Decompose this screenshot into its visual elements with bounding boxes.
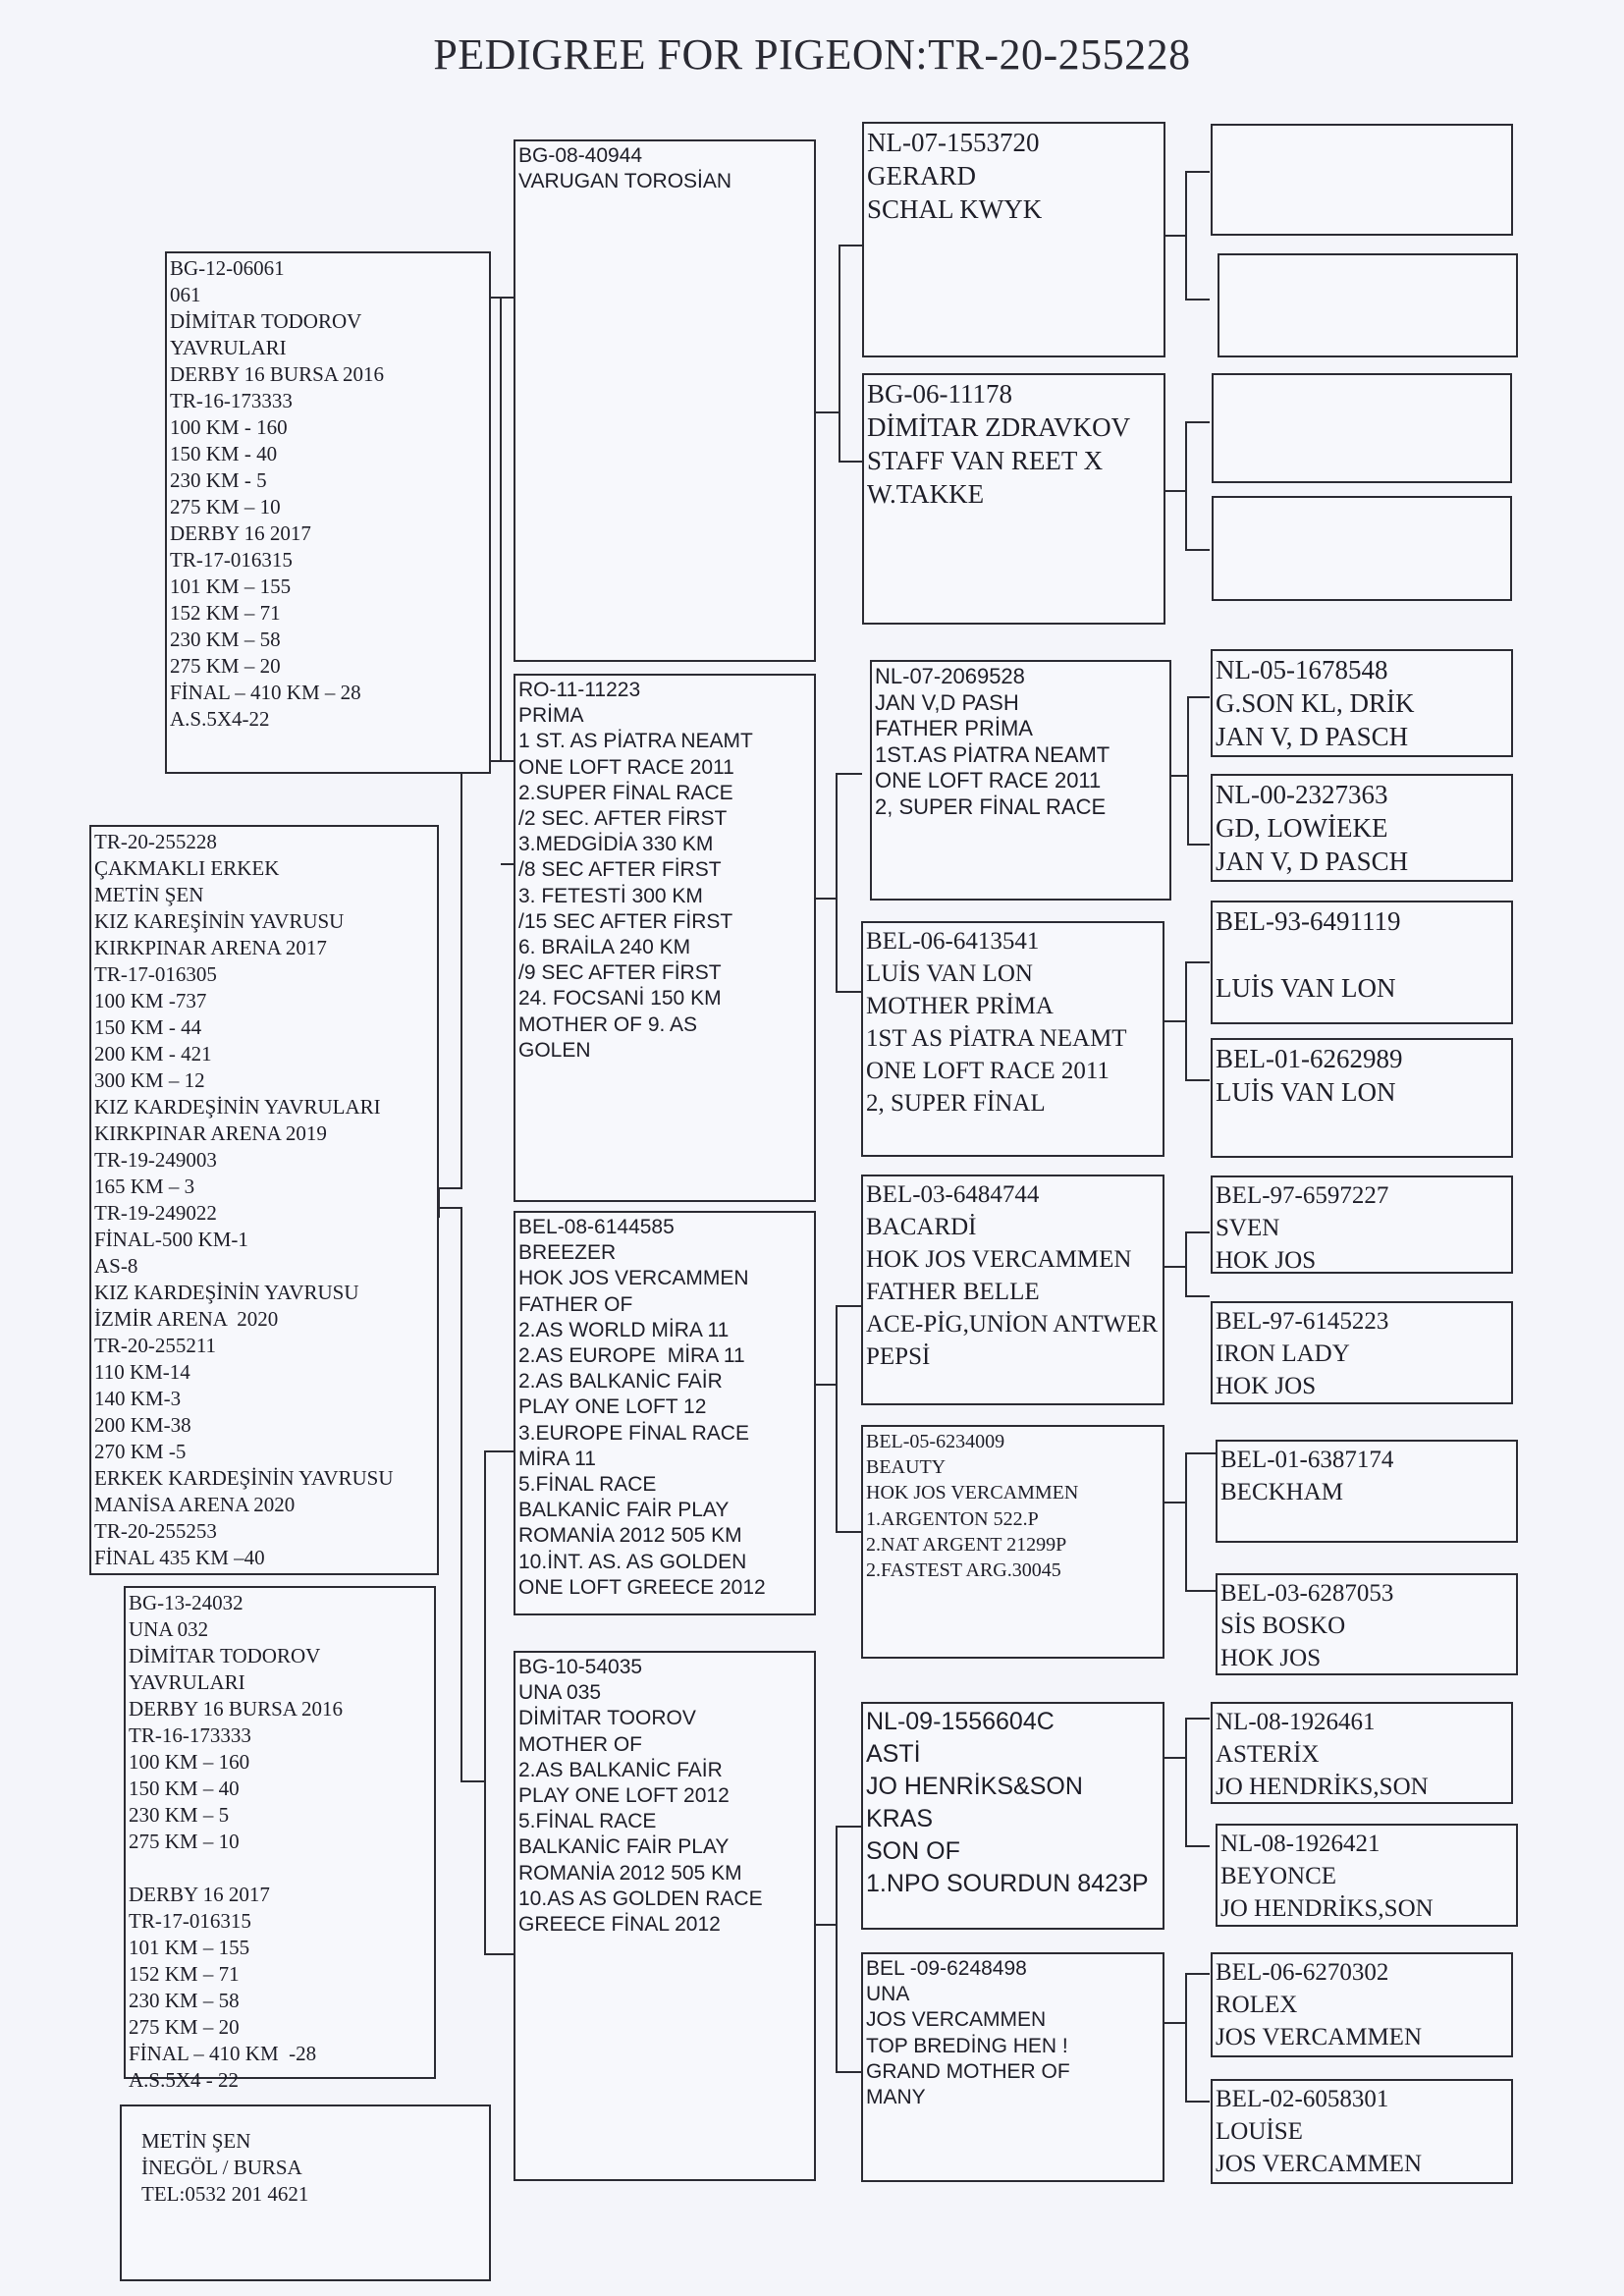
- pedigree-text-line: DİMİTAR ZDRAVKOV: [867, 412, 1131, 442]
- owner-details: [141, 2128, 469, 2208]
- gen4-card-6: [1211, 774, 1513, 882]
- gen4-details-11: [1220, 1444, 1513, 1508]
- pedigree-text-line: TR-16-173333: [129, 1723, 251, 1747]
- pedigree-text-line: ACE-PİG,UNİON ANTWER: [866, 1311, 1159, 1338]
- pedigree-text-line: 275 KM – 10: [170, 495, 281, 519]
- gen2-details-2: [518, 678, 811, 1064]
- pedigree-text-line: 1ST.AS PİATRA NEAMT: [875, 741, 1110, 767]
- pedigree-text-line: BEL-01-6387174: [1220, 1447, 1394, 1473]
- pedigree-text-line: BEYONCE: [1220, 1863, 1337, 1889]
- gen3-details-5: [866, 1178, 1160, 1373]
- pedigree-text-line: BALKANİC FAİR PLAY: [518, 1835, 730, 1859]
- pedigree-text-line: BEL-05-6234009: [866, 1431, 1005, 1452]
- gen4-card-10: [1211, 1301, 1513, 1404]
- pedigree-text-line: JOS VERCAMMEN: [866, 2008, 1047, 2032]
- sire-details: [170, 255, 486, 733]
- pedigree-text-line: ONE LOFT RACE 2011: [518, 755, 734, 779]
- pedigree-text-line: NL-08-1926461: [1216, 1709, 1376, 1735]
- pedigree-text-line: FİNAL – 410 KM – 28: [170, 681, 361, 704]
- pedigree-text-line: NL-00-2327363: [1216, 780, 1388, 809]
- pedigree-text-line: JAN V, D PASCH: [1216, 722, 1409, 751]
- pedigree-text-line: RO-11-11223: [518, 679, 641, 701]
- pedigree-text-line: 3.MEDGİDİA 330 KM: [518, 833, 714, 856]
- pedigree-text-line: FATHER PRİMA: [875, 716, 1033, 740]
- dam-card: [124, 1586, 436, 2092]
- pedigree-text-line: A.S.5X4 - 22: [129, 2068, 240, 2092]
- pedigree-text-line: 2, SUPER FİNAL: [866, 1090, 1046, 1117]
- pedigree-text-line: JAN V,D PASH: [875, 689, 1019, 715]
- pedigree-text-line: /2 SEC. AFTER FİRST: [518, 807, 728, 831]
- pedigree-text-line: 150 KM – 40: [129, 1777, 240, 1800]
- pedigree-text-line: KIZ KARDEŞİNİN YAVRULARI: [94, 1095, 381, 1119]
- pedigree-text-line: [1216, 938, 1508, 971]
- pedigree-text-line: IRON LADY: [1216, 1340, 1350, 1367]
- pedigree-text-line: 101 KM – 155: [129, 1936, 250, 1959]
- pedigree-text-line: JOS VERCAMMEN: [1216, 2151, 1422, 2177]
- gen3-card-7: [861, 1702, 1164, 1930]
- owner-card: [120, 2105, 491, 2281]
- pedigree-text-line: BG-06-11178: [867, 379, 1012, 409]
- pedigree-text-line: KIZ KAREŞİNİN YAVRUSU: [94, 909, 345, 933]
- gen2-details-3: [518, 1215, 811, 1601]
- pedigree-text-line: MOTHER OF 9. AS: [518, 1012, 698, 1036]
- gen2-card-2: [514, 674, 816, 1202]
- gen3-card-1: [862, 122, 1165, 357]
- gen3-details-2: [867, 377, 1161, 511]
- pedigree-text-line: YAVRULARI: [170, 336, 287, 359]
- pedigree-text-line: 300 KM – 12: [94, 1068, 205, 1092]
- gen4-details-10: [1216, 1305, 1508, 1402]
- pedigree-text-line: TR-19-249003: [94, 1148, 217, 1172]
- pedigree-text-line: PLAY ONE LOFT 2012: [518, 1784, 730, 1808]
- pedigree-text-line: 165 KM – 3: [94, 1175, 195, 1198]
- pedigree-text-line: FİNAL 435 KM –40: [94, 1546, 265, 1569]
- pedigree-text-line: BREEZER: [518, 1241, 617, 1265]
- pedigree-text-line: 100 KM -737: [94, 989, 207, 1012]
- pedigree-text-line: 2.AS WORLD MİRA 11: [518, 1318, 730, 1341]
- pedigree-text-line: LUİS VAN LON: [866, 960, 1033, 987]
- gen2-card-1: [514, 139, 816, 662]
- pedigree-text-line: İNEGÖL / BURSA: [141, 2156, 302, 2179]
- pedigree-text-line: AS-8: [94, 1254, 138, 1278]
- pedigree-text-line: ÇAKMAKLI ERKEK: [94, 856, 280, 880]
- pedigree-text-line: MOTHER OF: [518, 1732, 642, 1756]
- pedigree-text-line: BEL-93-6491119: [1216, 906, 1401, 936]
- gen4-details-12: [1220, 1577, 1513, 1674]
- pedigree-text-line: ONE LOFT RACE 2011: [875, 768, 1102, 793]
- pedigree-text-line: KIZ KARDEŞİNİN YAVRUSU: [94, 1281, 359, 1304]
- pedigree-text-line: TR-20-255228: [94, 830, 217, 853]
- pedigree-text-line: JO HENDRİKS,SON: [1216, 1774, 1429, 1800]
- pedigree-text-line: [129, 1855, 431, 1882]
- pedigree-text-line: FATHER OF: [518, 1292, 633, 1316]
- pedigree-text-line: 275 KM – 10: [129, 1830, 240, 1853]
- pedigree-text-line: SİS BOSKO: [1220, 1613, 1346, 1639]
- gen4-details-9: [1216, 1179, 1508, 1277]
- gen4-card-2: [1218, 253, 1518, 357]
- pedigree-text-line: HOK JOS VERCAMMEN: [866, 1246, 1132, 1273]
- pedigree-text-line: DİMİTAR TOOROV: [518, 1707, 696, 1730]
- pedigree-text-line: /15 SEC AFTER FİRST: [518, 909, 733, 933]
- pedigree-text-line: ROMANİA 2012 505 KM: [518, 1524, 742, 1548]
- gen4-details-6: [1216, 778, 1508, 878]
- pedigree-text-line: MİRA 11: [518, 1447, 596, 1470]
- pedigree-text-line: 200 KM - 421: [94, 1042, 212, 1066]
- pedigree-text-line: TR-20-255253: [94, 1519, 217, 1543]
- pedigree-text-line: LOUİSE: [1216, 2118, 1303, 2145]
- pedigree-text-line: BEL -09-6248498: [866, 1957, 1027, 1980]
- gen3-details-3: [875, 664, 1166, 820]
- gen4-card-14: [1216, 1824, 1518, 1927]
- pedigree-text-line: 101 KM – 155: [170, 574, 292, 598]
- pedigree-text-line: 2, SUPER FİNAL RACE: [875, 793, 1107, 819]
- gen4-card-12: [1216, 1573, 1518, 1675]
- pedigree-text-line: KIRKPINAR ARENA 2017: [94, 936, 327, 959]
- pedigree-text-line: LUİS VAN LON: [1216, 973, 1396, 1003]
- pedigree-text-line: 5.FİNAL RACE: [518, 1473, 657, 1497]
- pedigree-text-line: 1 ST. AS PİATRA NEAMT: [518, 730, 753, 753]
- pedigree-text-line: BEL-01-6262989: [1216, 1044, 1403, 1073]
- gen4-card-1: [1211, 124, 1513, 236]
- pedigree-text-line: FİNAL – 410 KM -28: [129, 2042, 317, 2065]
- pedigree-text-line: FİNAL-500 KM-1: [94, 1228, 248, 1251]
- pedigree-text-line: FATHER BELLE: [866, 1279, 1040, 1305]
- pedigree-text-line: 230 KM - 5: [170, 468, 267, 492]
- gen4-card-7: [1211, 901, 1513, 1024]
- pedigree-text-line: 2.NAT ARGENT 21299P: [866, 1533, 1067, 1556]
- pedigree-text-line: BG-10-54035: [518, 1656, 643, 1678]
- gen3-details-8: [866, 1956, 1160, 2110]
- pedigree-text-line: 10.AS AS GOLDEN RACE: [518, 1886, 763, 1910]
- pedigree-text-line: STAFF VAN REET X: [867, 446, 1104, 475]
- gen4-card-3: [1212, 373, 1512, 483]
- pedigree-text-line: /9 SEC AFTER FİRST: [518, 961, 722, 985]
- pedigree-text-line: 24. FOCSANİ 150 KM: [518, 987, 722, 1011]
- pedigree-text-line: 2.AS EUROPE MİRA 11: [518, 1344, 745, 1368]
- sire-card: [165, 251, 491, 774]
- gen3-details-4: [866, 925, 1160, 1120]
- gen4-details-8: [1216, 1042, 1508, 1109]
- gen2-details-1: [518, 143, 811, 194]
- gen4-card-8: [1211, 1038, 1513, 1158]
- gen4-details-5: [1216, 653, 1508, 753]
- pedigree-text-line: BEL-03-6484744: [866, 1181, 1040, 1208]
- pedigree-text-line: GD, LOWİEKE: [1216, 813, 1388, 843]
- pedigree-text-line: TR-17-016315: [170, 548, 293, 572]
- pedigree-text-line: UNA 032: [129, 1617, 209, 1641]
- pedigree-text-line: 110 KM-14: [94, 1360, 190, 1384]
- pedigree-text-line: TEL:0532 201 4621: [141, 2182, 309, 2206]
- pedigree-text-line: JO HENDRİKS,SON: [1220, 1895, 1434, 1922]
- pedigree-text-line: GOLEN: [518, 1038, 591, 1062]
- pedigree-text-line: DERBY 16 2017: [129, 1883, 270, 1906]
- pedigree-text-line: UNA 035: [518, 1681, 602, 1705]
- pedigree-text-line: NL-07-1553720: [867, 128, 1040, 157]
- gen4-details-7: [1216, 904, 1508, 1005]
- pedigree-text-line: TR-19-249022: [94, 1201, 217, 1225]
- pedigree-text-line: HOK JOS: [1216, 1373, 1317, 1399]
- pedigree-text-line: VARUGAN TOROSİAN: [518, 170, 732, 193]
- pedigree-text-line: YAVRULARI: [129, 1670, 245, 1694]
- pedigree-text-line: 2.AS BALKANİC FAİR: [518, 1370, 723, 1394]
- pedigree-text-line: 1.NPO SOURDUN 8423P: [866, 1870, 1149, 1897]
- pedigree-text-line: NL-05-1678548: [1216, 655, 1388, 684]
- pedigree-text-line: TR-16-173333: [170, 389, 293, 412]
- pedigree-text-line: GRAND MOTHER OF: [866, 2059, 1070, 2083]
- gen2-card-4: [514, 1651, 816, 2181]
- pedigree-text-line: BACARDİ: [866, 1214, 977, 1240]
- pedigree-text-line: 3. FETESTİ 300 KM: [518, 884, 703, 907]
- pedigree-text-line: BEL-08-6144585: [518, 1216, 675, 1238]
- pedigree-text-line: BALKANİC FAİR PLAY: [518, 1499, 730, 1522]
- pedigree-text-line: MANİSA ARENA 2020: [94, 1493, 296, 1516]
- gen3-card-6: [861, 1425, 1164, 1659]
- pedigree-text-line: ONE LOFT GREECE 2012: [518, 1575, 766, 1599]
- gen4-details-16: [1216, 2083, 1508, 2180]
- pedigree-text-line: BEL-06-6270302: [1216, 1959, 1389, 1986]
- pedigree-text-line: HOK JOS VERCAMMEN: [518, 1267, 749, 1290]
- pedigree-text-line: DERBY 16 2017: [170, 521, 311, 545]
- pedigree-text-line: BEL-97-6597227: [1216, 1182, 1389, 1209]
- pedigree-text-line: BEL-03-6287053: [1220, 1580, 1394, 1607]
- pedigree-text-line: 1ST AS PİATRA NEAMT: [866, 1025, 1127, 1052]
- pedigree-text-line: ASTİ: [866, 1740, 921, 1768]
- pedigree-text-line: JO HENRİKS&SON: [866, 1773, 1083, 1800]
- pedigree-text-line: 6. BRAİLA 240 KM: [518, 936, 691, 959]
- pedigree-text-line: 061: [170, 283, 201, 306]
- pedigree-text-line: DİMİTAR TODOROV: [129, 1644, 321, 1667]
- pedigree-text-line: NL-08-1926421: [1220, 1831, 1380, 1857]
- pedigree-text-line: TR-20-255211: [94, 1334, 217, 1357]
- pedigree-text-line: DERBY 16 BURSA 2016: [170, 362, 385, 386]
- pedigree-text-line: BEL-06-6413541: [866, 928, 1040, 955]
- pedigree-text-line: PLAY ONE LOFT 12: [518, 1395, 707, 1419]
- pedigree-text-line: MOTHER PRİMA: [866, 993, 1054, 1019]
- pedigree-text-line: 230 KM – 5: [129, 1803, 230, 1827]
- gen3-details-6: [866, 1429, 1160, 1583]
- pedigree-text-line: GREECE FİNAL 2012: [518, 1913, 721, 1937]
- pedigree-text-line: ERKEK KARDEŞİNİN YAVRUSU: [94, 1466, 394, 1490]
- gen3-card-3: [870, 660, 1171, 901]
- subject-pigeon-card: [89, 825, 439, 1575]
- pedigree-text-line: BG-12-06061: [170, 256, 285, 280]
- pedigree-text-line: GERARD: [867, 161, 977, 191]
- pedigree-text-line: HOK JOS: [1216, 1247, 1317, 1274]
- pedigree-text-line: MANY: [866, 2086, 926, 2109]
- gen3-card-5: [861, 1175, 1164, 1405]
- pedigree-text-line: BEL-02-6058301: [1216, 2086, 1389, 2112]
- pedigree-text-line: ONE LOFT RACE 2011: [866, 1058, 1110, 1084]
- pedigree-text-line: 150 KM - 40: [170, 442, 278, 465]
- dam-details: [129, 1590, 431, 2094]
- pedigree-text-line: İZMİR ARENA 2020: [94, 1307, 279, 1331]
- gen4-card-5: [1211, 649, 1513, 757]
- pedigree-text-line: JOS VERCAMMEN: [1216, 2024, 1422, 2050]
- pedigree-text-line: PRİMA: [518, 704, 584, 728]
- pedigree-text-line: 1.ARGENTON 522.P: [866, 1507, 1039, 1530]
- gen3-card-4: [861, 921, 1164, 1157]
- pedigree-text-line: G.SON KL, DRİK: [1216, 688, 1415, 718]
- pedigree-text-line: SVEN: [1216, 1215, 1280, 1241]
- gen4-card-4: [1212, 496, 1512, 601]
- pedigree-text-line: HOK JOS: [1220, 1645, 1322, 1671]
- pedigree-text-line: 230 KM – 58: [170, 628, 281, 651]
- gen4-card-16: [1211, 2079, 1513, 2184]
- pedigree-text-line: 270 KM -5: [94, 1440, 187, 1463]
- gen3-card-2: [862, 373, 1165, 625]
- pedigree-text-line: 2.AS BALKANİC FAİR: [518, 1758, 723, 1781]
- gen4-details-13: [1216, 1706, 1508, 1803]
- pedigree-text-line: KRAS: [866, 1805, 934, 1832]
- gen4-details-14: [1220, 1828, 1513, 1925]
- pedigree-text-line: METİN ŞEN: [141, 2129, 251, 2153]
- gen4-card-11: [1216, 1440, 1518, 1543]
- pedigree-text-line: /8 SEC AFTER FİRST: [518, 858, 722, 882]
- pedigree-text-line: 275 KM – 20: [129, 2015, 240, 2039]
- pedigree-text-line: NL-07-2069528: [875, 664, 1025, 688]
- gen4-card-9: [1211, 1175, 1513, 1274]
- pedigree-text-line: 2.SUPER FİNAL RACE: [518, 781, 733, 804]
- pedigree-text-line: KIRKPINAR ARENA 2019: [94, 1121, 327, 1145]
- pedigree-text-line: BECKHAM: [1220, 1479, 1344, 1505]
- pedigree-text-line: HOK JOS VERCAMMEN: [866, 1482, 1079, 1504]
- gen4-card-15: [1211, 1952, 1513, 2057]
- pedigree-text-line: TR-17-016305: [94, 962, 217, 986]
- pedigree-text-line: BEL-97-6145223: [1216, 1308, 1389, 1335]
- pedigree-text-line: TR-17-016315: [129, 1909, 251, 1933]
- pedigree-text-line: 5.FİNAL RACE: [518, 1810, 657, 1833]
- pedigree-text-line: 3.EUROPE FİNAL RACE: [518, 1421, 749, 1445]
- pedigree-text-line: SCHAL KWYK: [867, 194, 1043, 224]
- pedigree-text-line: SON OF: [866, 1837, 960, 1865]
- gen4-details-15: [1216, 1956, 1508, 2053]
- pedigree-text-line: 140 KM-3: [94, 1387, 182, 1410]
- gen3-card-8: [861, 1952, 1164, 2182]
- pedigree-text-line: 2.FASTEST ARG.30045: [866, 1559, 1061, 1582]
- pedigree-text-line: TOP BREDİNG HEN !: [866, 2034, 1068, 2057]
- pedigree-text-line: 150 KM - 44: [94, 1015, 202, 1039]
- page-title: PEDIGREE FOR PIGEON:TR-20-255228: [433, 30, 1191, 79]
- pedigree-text-line: BG-13-24032: [129, 1591, 244, 1614]
- pedigree-text-line: METİN ŞEN: [94, 883, 204, 906]
- gen2-card-3: [514, 1211, 816, 1615]
- pedigree-text-line: BG-08-40944: [518, 144, 643, 167]
- pedigree-text-line: 152 KM – 71: [129, 1962, 240, 1986]
- gen4-card-13: [1211, 1702, 1513, 1804]
- pedigree-text-line: DİMİTAR TODOROV: [170, 309, 362, 333]
- pedigree-text-line: 230 KM – 58: [129, 1989, 240, 2012]
- pedigree-text-line: ROLEX: [1216, 1992, 1298, 2018]
- pedigree-text-line: A.S.5X4-22: [170, 707, 270, 731]
- pedigree-text-line: UNA: [866, 1983, 910, 2006]
- pedigree-text-line: ASTERİX: [1216, 1741, 1320, 1768]
- gen3-details-1: [867, 126, 1161, 226]
- pedigree-text-line: DERBY 16 BURSA 2016: [129, 1697, 344, 1721]
- pedigree-text-line: 100 KM – 160: [129, 1750, 250, 1774]
- pedigree-text-line: 152 KM – 71: [170, 601, 281, 625]
- pedigree-text-line: 200 KM-38: [94, 1413, 191, 1437]
- pedigree-text-line: BEAUTY: [866, 1456, 947, 1479]
- pedigree-text-line: LUİS VAN LON: [1216, 1077, 1396, 1107]
- pedigree-text-line: PEPSİ: [866, 1343, 931, 1370]
- pedigree-text-line: JAN V, D PASCH: [1216, 847, 1409, 876]
- pedigree-text-line: NL-09-1556604C: [866, 1708, 1055, 1735]
- pedigree-text-line: ROMANİA 2012 505 KM: [518, 1861, 742, 1885]
- pedigree-text-line: 10.İNT. AS. AS GOLDEN: [518, 1550, 747, 1573]
- pedigree-text-line: 100 KM - 160: [170, 415, 288, 439]
- pedigree-text-line: W.TAKKE: [867, 479, 985, 509]
- subject-pigeon-details: [94, 829, 434, 1571]
- gen3-details-7: [866, 1706, 1160, 1900]
- gen2-details-4: [518, 1655, 811, 1938]
- pedigree-text-line: 275 KM – 20: [170, 654, 281, 678]
